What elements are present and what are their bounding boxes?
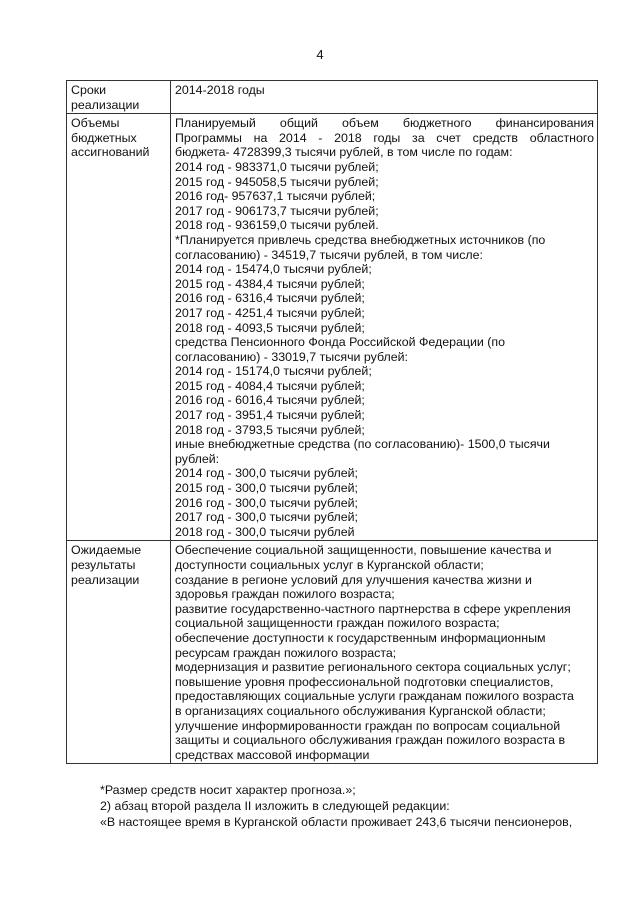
content-line: социальной защищенности граждан пожилого возраста; <box>175 616 500 631</box>
content-line: рублей: <box>175 451 220 466</box>
content-line: 2014 год - 300,0 тысячи рублей; <box>175 466 358 481</box>
row-content-cell <box>171 114 598 541</box>
label-line: ассигнований <box>71 145 150 160</box>
content-line: модернизация и развитие регионального сектора социальных услуг; <box>175 660 571 675</box>
content-line: Программы на 2014 - 2018 годы за счет средств областного <box>175 130 594 145</box>
content-line: обеспечение доступности к государственным информационным <box>175 630 546 645</box>
table-row <box>67 541 598 764</box>
content-line: 2017 год - 3951,4 тысячи рублей; <box>175 408 365 423</box>
content-line: ресурсам граждан пожилого возраста; <box>175 645 397 660</box>
content-line: предоставляющих социальные услуги гражданам пожилого возраста <box>175 689 574 704</box>
label-line: реализации <box>71 97 140 112</box>
content-line: Обеспечение социальной защищенности, повышение качества и <box>175 543 552 558</box>
content-line: 2015 год - 4384,4 тысячи рублей; <box>175 276 365 291</box>
content-line: 2017 год - 906173,7 тысячи рублей; <box>175 203 379 218</box>
paragraph-line: 2) абзац второй раздела II изложить в следующей редакции: <box>100 799 450 813</box>
program-passport-table <box>66 80 598 764</box>
content-line: 2018 год - 300,0 тысячи рублей <box>175 524 355 539</box>
content-line: согласованию) - 33019,7 тысячи рублей: <box>175 349 408 364</box>
paragraph-line: «В настоящее время в Курганской области проживает 243,6 тысячи пенсионеров, <box>100 815 573 829</box>
content-line: создание в регионе условий для улучшения качества жизни и <box>175 572 532 587</box>
content-line: доступности социальных услуг в Курганской области; <box>175 558 484 572</box>
content-line: 2018 год - 4093,5 тысячи рублей; <box>175 320 365 335</box>
content-line: здоровья граждан пожилого возраста; <box>175 587 395 602</box>
content-line: 2014 год - 15174,0 тысячи рублей; <box>175 364 372 379</box>
label-line: бюджетных <box>71 130 137 145</box>
content-line: 2016 год - 300,0 тысячи рублей; <box>175 495 358 510</box>
content-line: 2018 год - 936159,0 тысячи рублей. <box>175 218 379 233</box>
content-line: 2016 год - 6016,4 тысячи рублей; <box>175 393 365 408</box>
content-line: 2017 год - 4251,4 тысячи рублей; <box>175 305 365 320</box>
row-label-cell <box>67 114 171 541</box>
content-line: 2014 год - 983371,0 тысячи рублей; <box>175 159 379 174</box>
content-line: согласованию) - 34519,7 тысячи рублей, в том числе: <box>175 247 483 262</box>
row-content-cell <box>171 541 598 764</box>
text-after-table <box>100 782 610 830</box>
label-line: результаты <box>71 558 136 572</box>
content-line: 2017 год - 300,0 тысячи рублей; <box>175 510 358 525</box>
page-number: 4 <box>316 47 324 62</box>
content-line: 2014-2018 годы <box>175 83 265 97</box>
content-line: 2016 год - 6316,4 тысячи рублей; <box>175 291 365 306</box>
content-line: развитие государственно-частного партнерства в сфере укрепления <box>175 601 571 616</box>
label-line: Ожидаемые <box>71 543 142 558</box>
content-line: улучшение информированности граждан по вопросам социальной <box>175 718 561 733</box>
content-line: Планируемый общий объем бюджетного финансирования <box>175 116 594 131</box>
row-content-cell <box>171 81 598 114</box>
content-line: 2015 год - 4084,4 тысячи рублей; <box>175 378 365 393</box>
label-line: Объемы <box>71 116 120 131</box>
content-line: средствах массовой информации <box>175 747 370 762</box>
content-line: 2018 год - 3793,5 тысячи рублей; <box>175 422 365 437</box>
content-line: повышение уровня профессиональной подготовки специалистов, <box>175 674 554 689</box>
content-line: средства Пенсионного Фонда Российской Федерации (по <box>175 335 506 350</box>
row-label-cell <box>67 541 171 764</box>
content-line: 2015 год - 945058,5 тысячи рублей; <box>175 174 379 189</box>
content-line: 2015 год - 300,0 тысячи рублей; <box>175 481 358 496</box>
content-line: иные внебюджетные средства (по согласованию)- 1500,0 тысячи <box>175 437 550 452</box>
row-label-cell <box>67 81 171 114</box>
label-line: Сроки <box>71 83 107 97</box>
content-line: в организациях социального обслуживания Курганской области; <box>175 703 546 718</box>
table-row <box>67 114 598 541</box>
label-line: реализации <box>71 572 140 587</box>
content-line: защиты и социального обслуживания граждан пожилого возраста в <box>175 733 566 748</box>
table-row <box>67 81 598 114</box>
content-line: бюджета- 4728399,3 тысячи рублей, в том числе по годам: <box>175 145 513 160</box>
content-line: 2014 год - 15474,0 тысячи рублей; <box>175 262 372 277</box>
content-line: 2016 год- 957637,1 тысячи рублей; <box>175 189 376 204</box>
footnote-line: *Размер средств носит характер прогноза.»; <box>100 783 356 797</box>
content-line: *Планируется привлечь средства внебюджетных источников (по <box>175 232 546 247</box>
